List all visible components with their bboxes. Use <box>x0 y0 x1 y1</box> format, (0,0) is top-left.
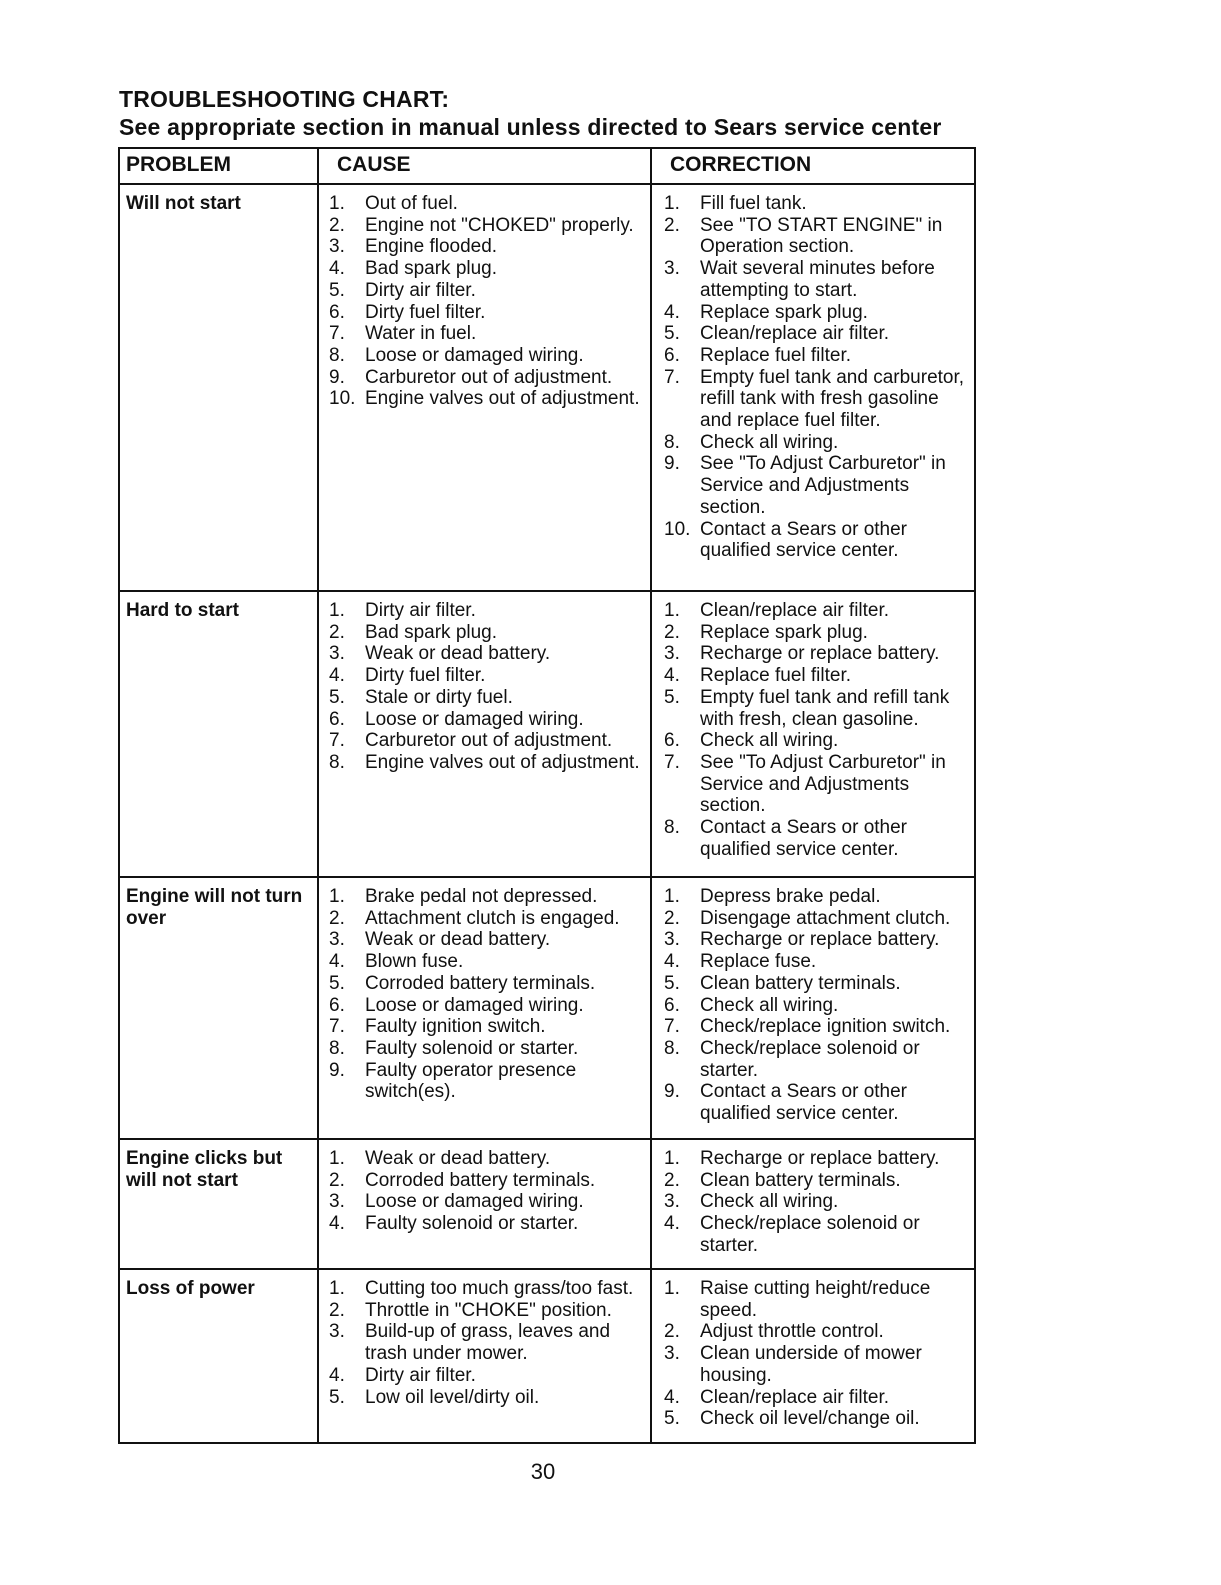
item-number: 5. <box>329 972 345 994</box>
cause-item <box>325 929 646 951</box>
correction-item <box>660 302 970 324</box>
page-number: 30 <box>530 1459 556 1484</box>
cause-item <box>325 1038 646 1060</box>
item-number: 3. <box>664 1343 680 1365</box>
item-number: 7. <box>329 1016 345 1038</box>
correction-cell <box>651 591 975 877</box>
item-text: Recharge or replace battery. <box>700 643 940 665</box>
item-number: 4. <box>329 1364 345 1386</box>
item-text: Engine flooded. <box>365 236 498 258</box>
cause-item <box>325 1191 646 1213</box>
item-text: Brake pedal not depressed. <box>365 886 598 907</box>
cause-item <box>325 345 646 367</box>
cause-item <box>325 280 646 302</box>
table-row <box>119 184 975 591</box>
problem-cell: Engine will not turn over <box>119 877 318 1139</box>
cause-item <box>325 236 646 258</box>
item-text: Clean underside of mower housing. <box>700 1343 922 1386</box>
problem-cell: Engine clicks but will not start <box>119 1139 318 1269</box>
item-number: 1. <box>329 886 345 907</box>
item-text: Wait several minutes before attempting to start. <box>700 258 935 301</box>
item-text: Replace spark plug. <box>700 621 868 643</box>
cause-item <box>325 193 646 215</box>
item-text: Faulty solenoid or starter. <box>365 1037 579 1059</box>
item-number: 4. <box>664 1386 680 1408</box>
item-number: 2. <box>664 621 680 643</box>
item-text: Empty fuel tank and carburetor, refill tank with fresh gasoline and replace fuel filter. <box>700 366 965 432</box>
item-number: 9. <box>664 1081 680 1103</box>
item-number: 1. <box>329 193 345 214</box>
cause-item <box>325 1300 646 1322</box>
cause-item <box>325 886 646 908</box>
item-number: 2. <box>664 907 680 929</box>
correction-item <box>660 323 970 345</box>
item-number: 1. <box>329 1148 345 1169</box>
item-text: Bad spark plug. <box>365 621 498 643</box>
item-text: Engine valves out of adjustment. <box>365 751 640 773</box>
correction-cell <box>651 1269 975 1443</box>
item-text: Replace fuel filter. <box>700 344 852 366</box>
cause-item <box>325 1060 646 1103</box>
item-text: Recharge or replace battery. <box>700 929 940 951</box>
item-number: 7. <box>329 323 345 345</box>
item-text: Check all wiring. <box>700 994 839 1016</box>
correction-item <box>660 1213 970 1256</box>
correction-item <box>660 258 970 301</box>
item-number: 3. <box>664 929 680 951</box>
item-text: Depress brake pedal. <box>700 886 881 907</box>
item-text: Check all wiring. <box>700 730 839 752</box>
item-text: Carburetor out of adjustment. <box>365 730 613 752</box>
cause-item <box>325 1365 646 1387</box>
table-row <box>119 1139 975 1269</box>
cause-item <box>325 973 646 995</box>
item-text: Recharge or replace battery. <box>700 1148 940 1169</box>
item-number: 6. <box>329 301 345 323</box>
item-text: Check/replace ignition switch. <box>700 1016 951 1038</box>
item-text: Engine valves out of adjustment. <box>365 388 640 410</box>
item-number: 9. <box>664 453 680 475</box>
item-number: 7. <box>664 751 680 773</box>
item-text: Check/replace solenoid or starter. <box>700 1213 920 1256</box>
item-text: Low oil level/dirty oil. <box>365 1386 540 1408</box>
item-number: 8. <box>329 751 345 773</box>
correction-item <box>660 951 970 973</box>
cause-item <box>325 323 646 345</box>
item-text: Check oil level/change oil. <box>700 1408 920 1430</box>
item-number: 6. <box>664 730 680 752</box>
correction-item <box>660 687 970 730</box>
item-text: Check/replace solenoid or starter. <box>700 1037 920 1081</box>
item-number: 3. <box>664 258 680 280</box>
item-number: 6. <box>329 708 345 730</box>
table-row <box>119 591 975 877</box>
item-number: 4. <box>664 951 680 973</box>
cause-cell <box>318 877 651 1139</box>
item-number: 10. <box>664 518 691 540</box>
item-text: Clean/replace air filter. <box>700 600 890 621</box>
cause-item <box>325 1321 646 1364</box>
item-text: Check all wiring. <box>700 1191 839 1213</box>
cause-item <box>325 730 646 752</box>
item-number: 3. <box>664 643 680 665</box>
item-text: Loose or damaged wiring. <box>365 344 584 366</box>
item-text: Contact a Sears or other qualified service center. <box>700 817 907 860</box>
correction-item <box>660 1387 970 1409</box>
correction-cell <box>651 877 975 1139</box>
cause-item <box>325 622 646 644</box>
item-text: Corroded battery terminals. <box>365 1169 596 1191</box>
item-text: Faulty operator presence switch(es). <box>365 1059 577 1103</box>
item-number: 8. <box>329 344 345 366</box>
item-text: Engine not "CHOKED" properly. <box>365 214 634 236</box>
item-text: Empty fuel tank and refill tank with fresh, clean gasoline. <box>700 686 950 730</box>
item-text: Clean/replace air filter. <box>700 323 890 345</box>
cause-item <box>325 1170 646 1192</box>
correction-item <box>660 1408 970 1430</box>
item-number: 5. <box>664 323 680 345</box>
item-number: 6. <box>329 994 345 1016</box>
correction-item <box>660 817 970 860</box>
item-text: Contact a Sears or other qualified service center. <box>700 518 907 562</box>
table-row <box>119 877 975 1139</box>
correction-cell <box>651 184 975 591</box>
item-number: 1. <box>664 886 680 907</box>
cause-item <box>325 709 646 731</box>
item-text: Dirty air filter. <box>365 279 476 301</box>
item-number: 4. <box>664 1213 680 1235</box>
cause-item <box>325 302 646 324</box>
correction-item <box>660 908 970 930</box>
item-text: Fill fuel tank. <box>700 193 807 214</box>
correction-item <box>660 643 970 665</box>
item-number: 2. <box>329 1169 345 1191</box>
correction-item <box>660 1278 970 1321</box>
correction-item <box>660 345 970 367</box>
cause-item <box>325 908 646 930</box>
item-text: Dirty fuel filter. <box>365 665 486 687</box>
item-text: Attachment clutch is engaged. <box>365 907 620 929</box>
correction-item <box>660 1038 970 1081</box>
item-text: Carburetor out of adjustment. <box>365 366 613 388</box>
cause-item <box>325 215 646 237</box>
cause-cell <box>318 1269 651 1443</box>
item-number: 5. <box>329 686 345 708</box>
problem-cell: Hard to start <box>119 591 318 877</box>
cause-cell <box>318 1139 651 1269</box>
item-text: Dirty fuel filter. <box>365 301 486 323</box>
item-text: Clean/replace air filter. <box>700 1386 890 1408</box>
item-text: Clean battery terminals. <box>700 972 901 994</box>
item-text: Cutting too much grass/too fast. <box>365 1278 634 1299</box>
item-number: 9. <box>329 366 345 388</box>
item-number: 4. <box>329 951 345 973</box>
item-number: 2. <box>329 1299 345 1321</box>
item-text: Build-up of grass, leaves and trash under mower. <box>365 1321 611 1365</box>
item-text: Replace spark plug. <box>700 301 868 323</box>
troubleshooting-table <box>118 147 976 1444</box>
item-number: 8. <box>664 817 680 839</box>
cause-item <box>325 1016 646 1038</box>
item-text: Adjust throttle control. <box>700 1321 884 1343</box>
item-number: 2. <box>664 1321 680 1343</box>
cause-item <box>325 951 646 973</box>
correction-item <box>660 600 970 622</box>
correction-item <box>660 665 970 687</box>
column-header-cause: CAUSE <box>318 148 651 184</box>
item-number: 3. <box>329 236 345 258</box>
item-number: 3. <box>329 1321 345 1343</box>
item-text: Weak or dead battery. <box>365 929 551 951</box>
item-number: 4. <box>329 665 345 687</box>
correction-item <box>660 973 970 995</box>
correction-item <box>660 929 970 951</box>
item-text: See "To Adjust Carburetor" in Service and Adjustments section. <box>700 453 946 518</box>
cause-item <box>325 643 646 665</box>
correction-item <box>660 622 970 644</box>
column-header-correction: CORRECTION <box>651 148 975 184</box>
item-number: 10. <box>329 388 356 410</box>
item-text: Faulty ignition switch. <box>365 1016 546 1038</box>
item-number: 4. <box>329 258 345 280</box>
cause-item <box>325 665 646 687</box>
correction-item <box>660 1170 970 1192</box>
item-number: 7. <box>664 366 680 388</box>
cause-item <box>325 1278 646 1300</box>
item-number: 5. <box>329 1386 345 1408</box>
cause-item <box>325 1387 646 1409</box>
item-number: 1. <box>664 193 680 214</box>
correction-item <box>660 1321 970 1343</box>
cause-item <box>325 600 646 622</box>
item-number: 3. <box>329 643 345 665</box>
cause-item <box>325 995 646 1017</box>
cause-item <box>325 367 646 389</box>
correction-cell <box>651 1139 975 1269</box>
correction-item <box>660 1148 970 1170</box>
problem-cell: Loss of power <box>119 1269 318 1443</box>
item-number: 8. <box>664 431 680 453</box>
item-text: Dirty air filter. <box>365 1364 476 1386</box>
item-number: 2. <box>664 1169 680 1191</box>
item-text: Bad spark plug. <box>365 258 498 280</box>
item-number: 3. <box>329 1191 345 1213</box>
table-header-row <box>119 148 975 184</box>
item-number: 1. <box>329 1278 345 1299</box>
item-number: 1. <box>664 1148 680 1169</box>
item-text: Stale or dirty fuel. <box>365 686 513 708</box>
item-number: 4. <box>329 1213 345 1235</box>
chart-title: TROUBLESHOOTING CHART: <box>119 86 450 112</box>
cause-item <box>325 258 646 280</box>
item-text: Clean battery terminals. <box>700 1169 901 1191</box>
item-number: 2. <box>329 621 345 643</box>
correction-item <box>660 995 970 1017</box>
cause-item <box>325 388 646 410</box>
item-text: See "To Adjust Carburetor" in Service and Adjustments section. <box>700 751 946 817</box>
cause-cell <box>318 184 651 591</box>
correction-item <box>660 453 970 518</box>
table-row <box>119 1269 975 1443</box>
item-number: 6. <box>664 994 680 1016</box>
item-text: Dirty air filter. <box>365 600 476 621</box>
item-text: See "TO START ENGINE" in Operation section. <box>700 214 943 258</box>
item-number: 2. <box>664 214 680 236</box>
item-number: 6. <box>664 344 680 366</box>
item-number: 8. <box>329 1037 345 1059</box>
item-text: Blown fuse. <box>365 951 464 973</box>
item-text: Disengage attachment clutch. <box>700 907 951 929</box>
item-text: Corroded battery terminals. <box>365 972 596 994</box>
item-number: 4. <box>664 665 680 687</box>
item-number: 3. <box>329 929 345 951</box>
correction-item <box>660 752 970 817</box>
problem-cell: Will not start <box>119 184 318 591</box>
correction-item <box>660 193 970 215</box>
correction-item <box>660 1343 970 1386</box>
table-body <box>119 184 975 1443</box>
item-text: Water in fuel. <box>365 323 477 345</box>
item-number: 5. <box>329 279 345 301</box>
chart-subtitle: See appropriate section in manual unless directed to Sears service center <box>119 114 942 140</box>
item-number: 7. <box>664 1016 680 1038</box>
item-number: 1. <box>664 600 680 621</box>
correction-item <box>660 432 970 454</box>
cause-item <box>325 687 646 709</box>
item-text: Replace fuel filter. <box>700 665 852 687</box>
item-number: 8. <box>664 1037 680 1059</box>
cause-item <box>325 1213 646 1235</box>
item-number: 2. <box>329 907 345 929</box>
item-text: Faulty solenoid or starter. <box>365 1213 579 1235</box>
item-number: 5. <box>664 686 680 708</box>
correction-item <box>660 1016 970 1038</box>
item-text: Check all wiring. <box>700 431 839 453</box>
item-text: Weak or dead battery. <box>365 643 551 665</box>
item-number: 1. <box>329 600 345 621</box>
item-text: Throttle in "CHOKE" position. <box>365 1299 612 1321</box>
item-number: 5. <box>664 1408 680 1430</box>
correction-item <box>660 215 970 258</box>
cause-item <box>325 752 646 774</box>
item-text: Weak or dead battery. <box>365 1148 551 1169</box>
item-text: Loose or damaged wiring. <box>365 994 584 1016</box>
item-text: Out of fuel. <box>365 193 458 214</box>
cause-cell <box>318 591 651 877</box>
item-number: 7. <box>329 730 345 752</box>
item-number: 9. <box>329 1059 345 1081</box>
column-header-problem: PROBLEM <box>119 148 318 184</box>
correction-item <box>660 367 970 432</box>
correction-item <box>660 730 970 752</box>
cause-item <box>325 1148 646 1170</box>
correction-item <box>660 886 970 908</box>
item-number: 5. <box>664 972 680 994</box>
correction-item <box>660 519 970 562</box>
item-number: 2. <box>329 214 345 236</box>
item-number: 3. <box>664 1191 680 1213</box>
item-number: 4. <box>664 301 680 323</box>
item-text: Loose or damaged wiring. <box>365 1191 584 1213</box>
correction-item <box>660 1081 970 1124</box>
item-text: Loose or damaged wiring. <box>365 708 584 730</box>
item-number: 1. <box>664 1278 680 1299</box>
item-text: Replace fuse. <box>700 951 817 973</box>
correction-item <box>660 1191 970 1213</box>
item-text: Raise cutting height/reduce speed. <box>700 1278 931 1321</box>
item-text: Contact a Sears or other qualified service center. <box>700 1081 907 1125</box>
